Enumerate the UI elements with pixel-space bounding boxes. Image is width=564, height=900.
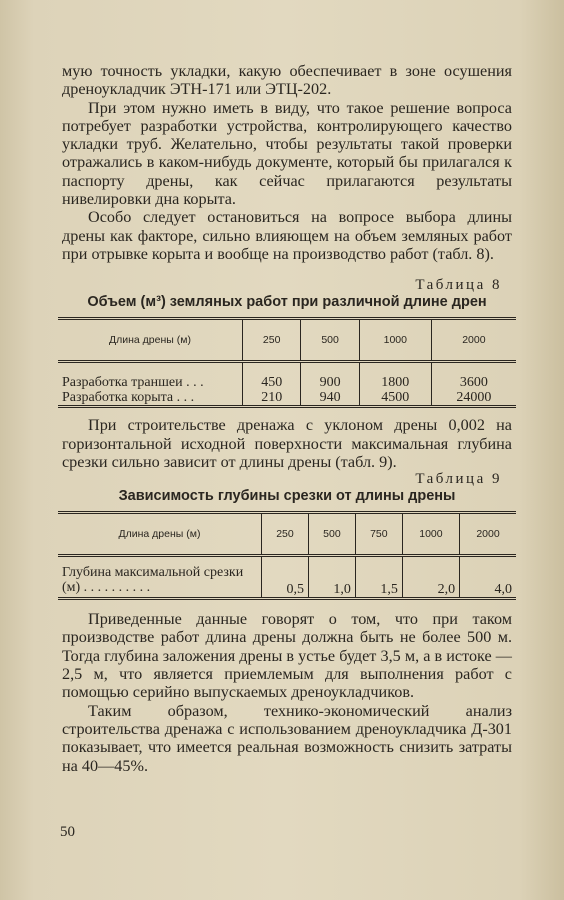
- table-8: [58, 317, 516, 408]
- row-label: Глубина максимальной срезки (м) . . . . . . . . . .: [62, 565, 244, 596]
- row-label: Разработка корыта . . .: [62, 390, 195, 406]
- table-cell: 1800: [359, 362, 431, 391]
- paragraph-2: При этом нужно иметь в виду, что такое решение вопроса потребует разработки устройства, контролирующего качество укладки труб. Желательно, чтобы результаты такой проверки отражались в каком-нибудь документе, который бы прилагался к паспорту дрены, как сейчас прилагаются результаты нивелировки дна корыта.: [62, 98, 512, 209]
- table-header-row: [58, 513, 516, 556]
- table-header-cell: 250: [243, 319, 301, 362]
- paragraph-6: Таким образом, технико-экономический анализ строительства дренажа с использованием дреноукладчика Д-301 показывает, что имеется реальная возможность снизить затраты на 40—45%.: [62, 701, 512, 775]
- page-text: [62, 62, 512, 775]
- table-9-title: Зависимость глубины срезки от длины дрены: [118, 488, 456, 505]
- table-row: [58, 556, 516, 599]
- paragraph-3: Особо следует остановиться на вопросе выбора длины дрены как факторе, сильно влияющем на объем земляных работ при отрывке корыта и вообще на производство работ (табл. 8).: [62, 208, 512, 263]
- table-header-cell: 500: [301, 319, 359, 362]
- table-cell: 450: [243, 362, 301, 391]
- table-header-cell: 1000: [359, 319, 431, 362]
- table-row: [58, 362, 516, 391]
- row-label: Разработка траншеи . . .: [62, 375, 204, 391]
- table-cell: 900: [301, 362, 359, 391]
- table-header-cell: 750: [355, 513, 402, 556]
- table-cell: 0,5: [262, 556, 309, 599]
- table-cell: 2,0: [402, 556, 459, 599]
- table-9-caption: Таблица 9: [415, 471, 502, 488]
- paragraph-4: При строительстве дренажа с уклоном дрены 0,002 на горизонтальной исходной поверхности максимальная глубина срезки сильно зависит от длины дрены (табл. 9).: [62, 416, 512, 471]
- table-row: [58, 390, 516, 407]
- table-header-cell: 250: [262, 513, 309, 556]
- table-header-cell: 1000: [402, 513, 459, 556]
- table-header-row: [58, 319, 516, 362]
- page-number: 50: [60, 824, 75, 840]
- table-cell: 3600: [431, 362, 516, 391]
- table-8-title: Объем (м³) земляных работ при различной длине дрен: [87, 294, 487, 311]
- paragraph-1: мую точность укладки, какую обеспечивает в зоне осушения дреноукладчик ЭТН-171 или ЭТЦ-202.: [62, 62, 512, 99]
- table-header-cell: 2000: [460, 513, 516, 556]
- table-cell: 210: [243, 390, 301, 407]
- table-header-cell: 2000: [431, 319, 516, 362]
- table-9: [58, 511, 516, 600]
- table-cell: 24000: [431, 390, 516, 407]
- table-cell: 940: [301, 390, 359, 407]
- table-header-cell: Длина дрены (м): [58, 513, 262, 556]
- table-cell: 1,5: [355, 556, 402, 599]
- table-8-caption: Таблица 8: [415, 277, 502, 294]
- paragraph-5: Приведенные данные говорят о том, что при таком производстве работ длина дрены должна быть не более 500 м. Тогда глубина заложения дрены в устье будет 3,5 м, а в истоке — 2,5 м, что является приемлемым для выполнения работ с помощью серийно выпускаемых дреноукладчиков.: [62, 610, 512, 702]
- table-cell: 4500: [359, 390, 431, 407]
- table-cell: 1,0: [308, 556, 355, 599]
- table-header-cell: Длина дрены (м): [58, 319, 243, 362]
- table-header-cell: 500: [308, 513, 355, 556]
- table-cell: 4,0: [460, 556, 516, 599]
